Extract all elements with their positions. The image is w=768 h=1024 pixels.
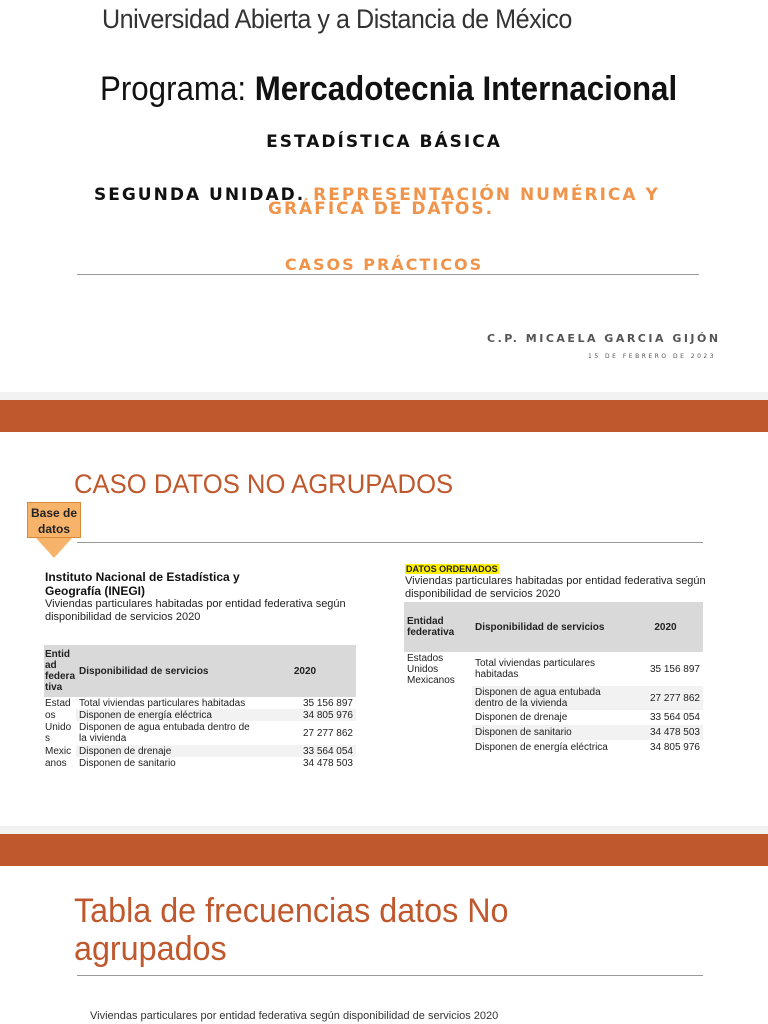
service-cell: Disponen de drenaje (475, 712, 568, 723)
entity-cell (404, 686, 472, 710)
subject-title: ESTADÍSTICA BÁSICA (266, 132, 502, 152)
program-prefix: Programa: (100, 70, 255, 108)
unit-title-line1: REPRESENTACIÓN NUMÉRICA Y (313, 185, 660, 205)
entity-cell (404, 740, 472, 755)
entity-cell (404, 710, 472, 725)
date: 15 DE FEBRERO DE 2023 (588, 353, 717, 360)
right-data-table (404, 602, 703, 755)
desc-line2: disponibilidad de servicios 2020 (45, 611, 201, 623)
callout-arrow (36, 538, 72, 558)
program-title (100, 70, 677, 109)
col-entity-header: Entidad federativa (404, 602, 472, 652)
value-cell: 33 564 054 (302, 745, 353, 757)
slide3-title-line2: agrupados (74, 930, 227, 968)
value-cell: 34 478 503 (302, 757, 353, 769)
slide-separator (0, 392, 768, 400)
source-line1: Instituto Nacional de Estadística y (45, 570, 240, 584)
slide2-title: CASO DATOS NO AGRUPADOS (74, 469, 454, 499)
right-source-block (405, 562, 715, 601)
slide-band (0, 834, 768, 866)
section-title: CASOS PRÁCTICOS (284, 255, 484, 274)
entity-cell: Estados Unidos Mexicanos (407, 652, 455, 686)
slide3-title (74, 892, 509, 968)
university-name: Universidad Abierta y a Distancia de México (102, 4, 572, 34)
value-cell: 34 805 976 (302, 709, 353, 721)
col-year-header: 2020 (254, 645, 356, 697)
entity-cell (404, 725, 472, 740)
slide-band (0, 400, 768, 432)
slide3-title-line1: Tabla de frecuencias datos No (74, 892, 509, 930)
entity-cell: os (44, 709, 76, 721)
value-cell: 34 478 503 (649, 727, 700, 738)
service-cell: Total viviendas particulares habitadas (475, 658, 596, 680)
divider (77, 975, 703, 976)
entity-cell: Mexic (44, 745, 76, 757)
desc-line2: disponibilidad de servicios 2020 (405, 588, 561, 600)
service-cell: Disponen de sanitario (79, 757, 176, 769)
value-cell: 33 564 054 (649, 712, 700, 723)
service-cell: Disponen de sanitario (475, 727, 572, 738)
value-cell: 35 156 897 (649, 663, 700, 675)
divider (77, 542, 703, 543)
desc-line1: Viviendas particulares habitadas por entidad federativa según (45, 598, 346, 610)
left-source-block (45, 570, 365, 624)
entity-cell: Estad (45, 697, 71, 709)
col-service-header: Disponibilidad de servicios (472, 602, 628, 652)
datos-ordenados-label: DATOS ORDENADOS (406, 564, 498, 574)
slide3-caption: Viviendas particulares por entidad federativa según disponibilidad de servicios 2020 (90, 1010, 499, 1022)
program-name: Mercadotecnia Internacional (254, 70, 678, 108)
desc-line1: Viviendas particulares habitadas por entidad federativa según (405, 575, 706, 587)
service-cell: Disponen de agua entubada dentro de la vivienda (475, 687, 601, 709)
author: C.P. MICAELA GARCIA GIJÓN (487, 332, 721, 345)
service-cell: Disponen de energía eléctrica (79, 709, 212, 721)
slide-separator (0, 826, 768, 834)
entity-cell (44, 721, 76, 745)
unit-prefix: SEGUNDA UNIDAD. (94, 185, 314, 205)
unit-title-line2: GRÁFICA DE DATOS. (268, 199, 495, 219)
left-data-table (44, 645, 356, 769)
value-cell: 34 805 976 (649, 742, 700, 753)
service-cell: Disponen de agua entubada dentro de la vivienda (79, 722, 250, 744)
col-year-header: 2020 (628, 602, 703, 652)
value-cell: 27 277 862 (649, 692, 700, 704)
entity-fragment: s (45, 733, 50, 744)
divider (77, 274, 699, 275)
source-line2: Geografía (INEGI) (45, 584, 146, 598)
col-service-header: Disponibilidad de servicios (76, 645, 254, 697)
service-cell: Disponen de energía eléctrica (475, 742, 608, 753)
col-entity-header: Entid ad federa tiva (44, 645, 76, 697)
entity-fragment: Unido (45, 722, 72, 733)
entity-cell: anos (45, 757, 67, 769)
service-cell: Disponen de drenaje (79, 745, 172, 757)
callout-box: Base de datos (27, 502, 81, 538)
service-cell: Total viviendas particulares habitadas (79, 697, 246, 709)
value-cell: 27 277 862 (302, 727, 353, 739)
value-cell: 35 156 897 (302, 697, 353, 709)
